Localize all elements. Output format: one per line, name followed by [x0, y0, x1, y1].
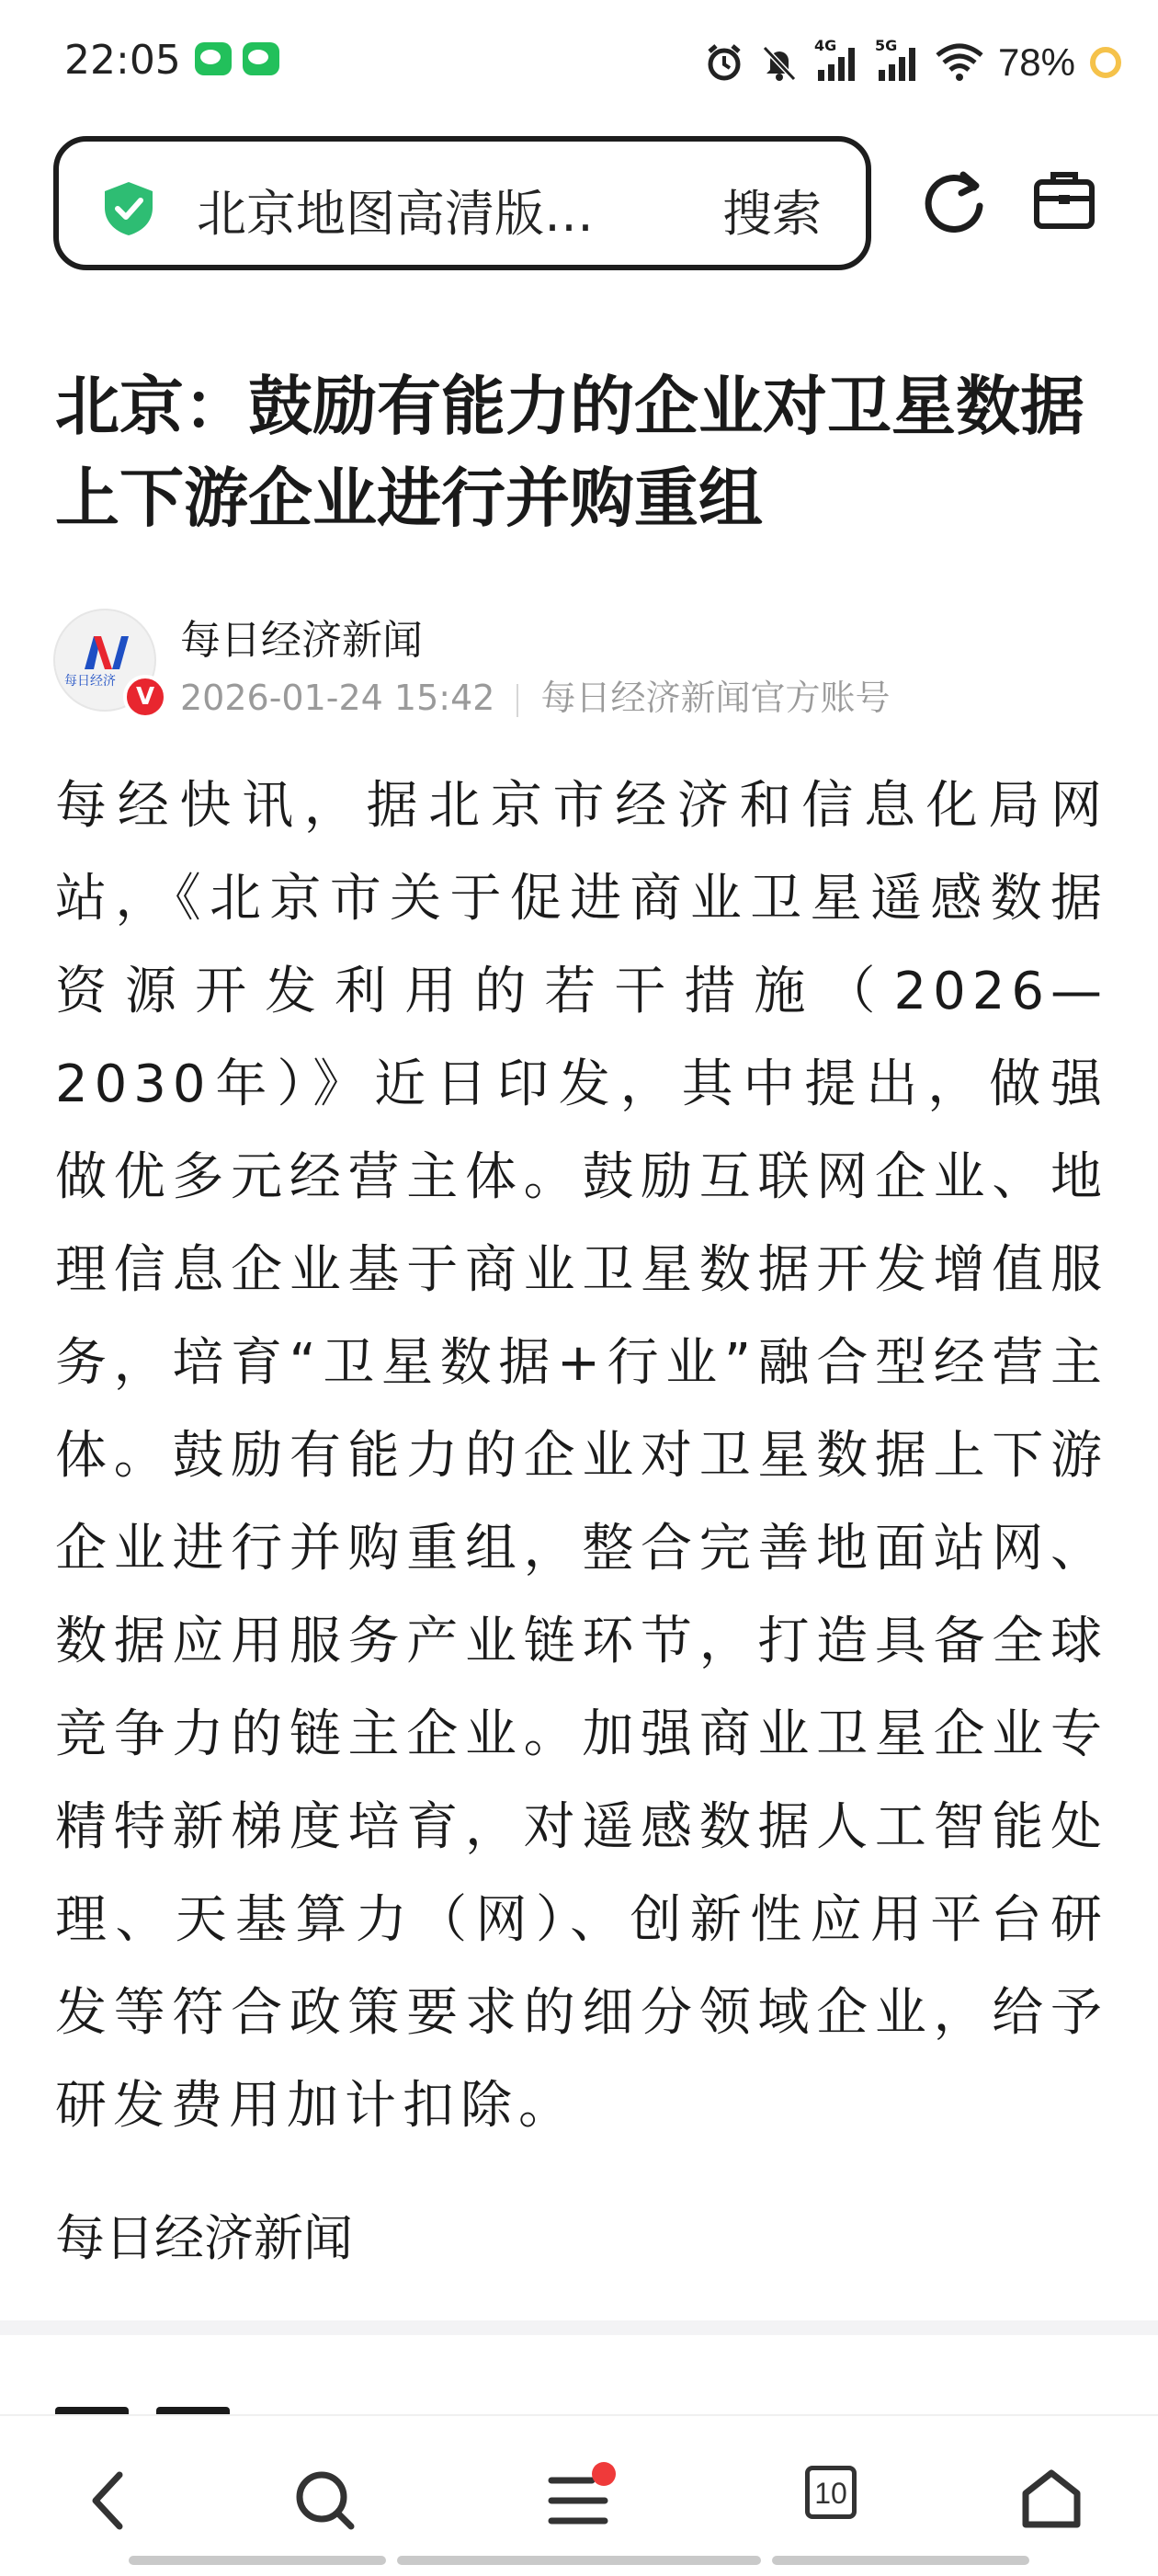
gesture-indicator-center	[397, 2556, 761, 2565]
signal-4g-icon	[813, 37, 860, 83]
refresh-icon[interactable]	[917, 165, 991, 239]
article-source: 每日经济新闻	[55, 2209, 353, 2267]
tabs-icon[interactable]: 10	[805, 2466, 857, 2519]
meta-divider	[517, 684, 518, 717]
wechat-icon	[195, 42, 232, 75]
gesture-indicator-left	[129, 2556, 386, 2565]
system-icons	[704, 35, 1121, 90]
network-label-4g: 4G	[813, 37, 837, 54]
bottom-nav	[0, 2414, 1158, 2576]
account-label: 每日经济新闻官方账号	[540, 678, 891, 718]
article-title: 北京：鼓励有能力的企业对卫星数据上下游企业进行并购重组	[55, 369, 1084, 536]
back-icon[interactable]	[85, 2464, 131, 2537]
search-query-text[interactable]: 北京地图高清版…	[197, 185, 594, 243]
clock: 22:05	[64, 37, 181, 84]
battery-ring-icon	[1090, 47, 1121, 78]
alarm-icon	[704, 42, 744, 83]
publish-date: 2026-01-24 15:42	[180, 678, 495, 718]
section-divider	[0, 2320, 1158, 2335]
notification-dot	[592, 2462, 616, 2486]
search-icon[interactable]	[292, 2468, 357, 2532]
search-button[interactable]: 搜索	[722, 185, 822, 243]
avatar-label: 每日经济	[64, 674, 116, 689]
article-meta	[180, 669, 890, 720]
wechat-icon	[243, 42, 279, 75]
verified-badge: V	[123, 675, 167, 719]
author-name[interactable]: 每日经济新闻	[180, 617, 423, 664]
gesture-indicator-right	[772, 2556, 1029, 2565]
shield-check-icon	[101, 180, 156, 237]
search-bar[interactable]	[53, 136, 871, 270]
mute-icon	[759, 42, 800, 83]
signal-5g-icon	[874, 37, 921, 83]
publisher-logo-icon	[81, 631, 132, 673]
network-label-5g: 5G	[874, 37, 898, 54]
home-icon[interactable]	[1018, 2466, 1084, 2532]
status-bar	[0, 0, 1158, 120]
wifi-icon	[936, 42, 983, 83]
avatar[interactable]	[53, 609, 156, 712]
article-body: 每经快讯，据北京市经济和信息化局网站，《北京市关于促进商业卫星遥感数据资源开发利用的若干措施（2026—2030年）》近日印发，其中提出，做强做优多元经营主体。鼓励互联网企业、地理信息企业基于商业卫星数据开发增值服务，培育“卫星数据+行业”融合型经营主体。鼓励有能力的企业对卫星数据上下游企业进行并购重组，整合完善地面站网、数据应用服务产业链环节，打造具备全球竞争力的链主企业。加强商业卫星企业专精特新梯度培育，对遥感数据人工智能处理、天基算力（网）、创新性应用平台研发等符合政策要求的细分领域企业，给予研发费用加计扣除。	[55, 776, 1108, 2136]
toolbox-icon[interactable]	[1031, 167, 1097, 234]
battery-level: 78%	[997, 40, 1075, 84]
